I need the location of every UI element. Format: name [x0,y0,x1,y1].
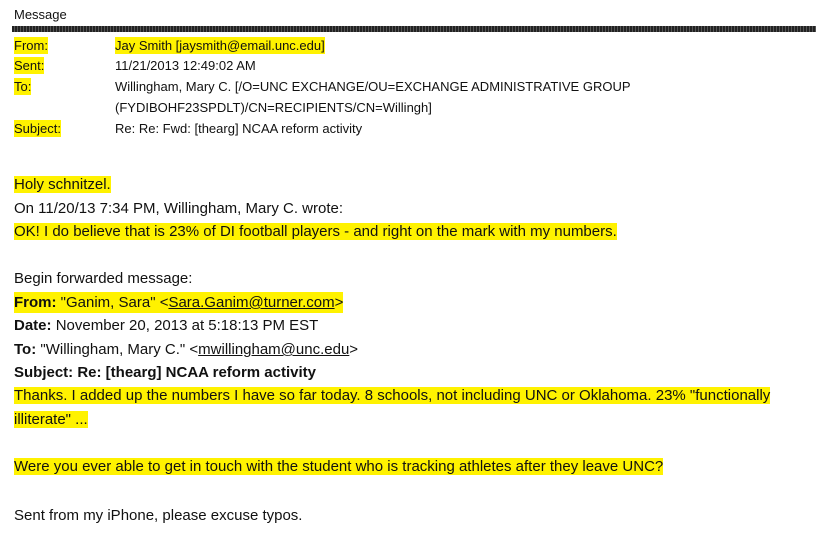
paragraph-text: Thanks. I added up the numbers I have so far today. 8 schools, not including UNC or Oklahoma. 23% "functionally [14,387,771,404]
quoted-text: OK! I do believe that is 23% of DI football players - and right on the mark with my numbers. [14,223,617,240]
body-line [14,221,617,242]
fwd-from-label: From: [14,294,57,311]
forward-intro: Begin forwarded message: [14,270,193,287]
fwd-subject-row [14,362,316,383]
body-line [14,268,192,289]
body-line [14,456,663,477]
fwd-subject: Subject: Re: [thearg] NCAA reform activity [14,364,316,381]
signature-text: Sent from my iPhone, please excuse typos. [14,507,303,524]
sent-label: Sent: [14,58,45,73]
to-label: To: [14,79,32,94]
body-line [14,174,111,195]
sent-value: 11/21/2013 12:49:02 AM [115,58,256,73]
quote-intro: On 11/20/13 7:34 PM, Willingham, Mary C. wrote: [14,200,344,217]
body-line [14,385,770,406]
fwd-from-name: "Ganim, Sara" < [60,294,169,311]
fwd-to-row [14,339,358,360]
from-value: Jay Smith [jaysmith@email.unc.edu] [115,38,325,53]
paragraph-text: illiterate" ... [14,411,88,428]
body-line [14,409,88,430]
fwd-date-label: Date: [14,317,52,334]
signature [14,505,302,526]
message-title: Message [14,7,67,22]
fwd-to-name: "Willingham, Mary C." < [40,341,199,358]
fwd-from-email-link[interactable]: Sara.Ganim@turner.com [168,294,335,311]
subject-value: Re: Re: Fwd: [thearg] NCAA reform activity [115,121,363,136]
to-value-line2: (FYDIBOHF23SPDLT)/CN=RECIPIENTS/CN=Willingh] [115,100,432,115]
header-divider [12,26,816,32]
fwd-to-label: To: [14,341,37,358]
paragraph-text: Were you ever able to get in touch with the student who is tracking athletes after they leave UNC? [14,458,664,475]
fwd-to-email-link[interactable]: mwillingham@unc.edu [198,341,350,358]
from-label: From: [14,38,48,53]
body-text: Holy schnitzel. [14,176,111,193]
fwd-to-end: > [349,341,359,358]
fwd-date-value: November 20, 2013 at 5:18:13 PM EST [55,317,319,334]
to-value-line1: Willingham, Mary C. [/O=UNC EXCHANGE/OU=EXCHANGE ADMINISTRATIVE GROUP [115,79,631,94]
body-line [14,198,343,219]
fwd-date-row [14,315,318,336]
fwd-from-row [14,292,343,313]
fwd-from-end: > [334,294,344,311]
subject-label: Subject: [14,121,61,136]
